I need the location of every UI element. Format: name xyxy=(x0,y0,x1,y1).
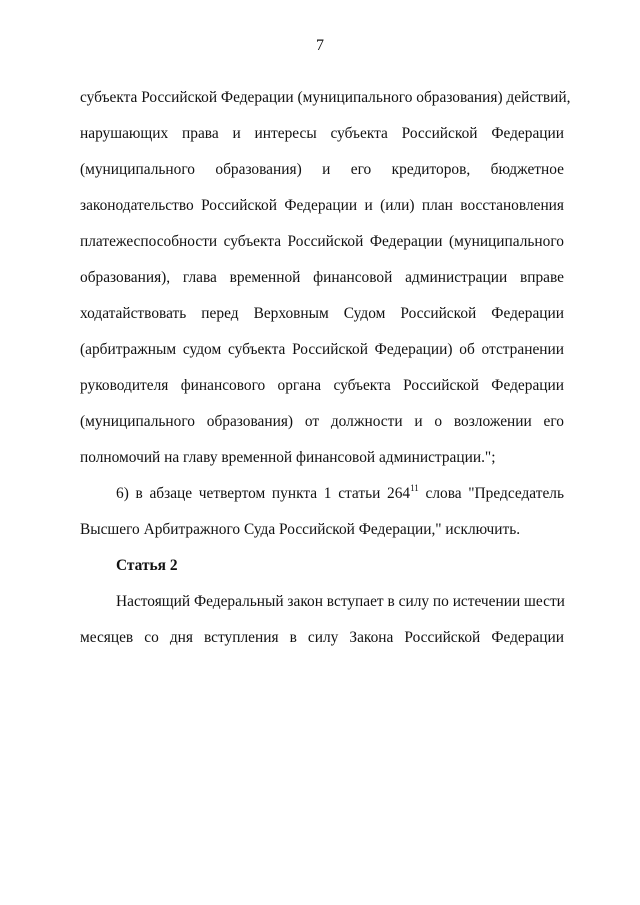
text-line: образования), глава временной финансовой администрации вправе xyxy=(80,269,564,286)
superscript: 11 xyxy=(410,483,419,493)
text-line: законодательство Российской Федерации и (или) план восстановления xyxy=(80,197,564,214)
text-segment: слова "Председатель xyxy=(418,485,564,502)
text-line: (муниципального образования) от должности и о возложении его xyxy=(80,413,564,430)
text-line: субъекта Российской Федерации (муниципального образования) действий, xyxy=(80,89,571,106)
article-2 xyxy=(80,548,564,656)
text-line xyxy=(80,476,564,512)
page-number: 7 xyxy=(316,37,324,54)
paragraph-1 xyxy=(80,80,571,476)
text-line: (муниципального образования) и его кредиторов, бюджетное xyxy=(80,161,564,178)
text-line: Высшего Арбитражного Суда Российской Федерации," исключить. xyxy=(80,521,521,538)
article-heading: Статья 2 xyxy=(116,557,178,574)
text-line: нарушающих права и интересы субъекта Российской Федерации xyxy=(80,125,564,142)
text-line: платежеспособности субъекта Российской Федерации (муниципального xyxy=(80,233,564,250)
text-segment: 6) в абзаце четвертом пункта 1 статьи 264 xyxy=(116,485,411,502)
text-line: полномочий на главу временной финансовой администрации."; xyxy=(80,449,496,466)
text-line: месяцев со дня вступления в силу Закона Российской Федерации xyxy=(80,629,564,646)
text-line: (арбитражным судом субъекта Российской Федерации) об отстранении xyxy=(80,341,564,358)
text-line: ходатайствовать перед Верховным Судом Российской Федерации xyxy=(80,305,564,322)
text-line: руководителя финансового органа субъекта Российской Федерации xyxy=(80,377,564,394)
paragraph-2 xyxy=(80,476,564,548)
document-body xyxy=(80,80,571,656)
text-line: Настоящий Федеральный закон вступает в силу по истечении шести xyxy=(116,593,565,610)
